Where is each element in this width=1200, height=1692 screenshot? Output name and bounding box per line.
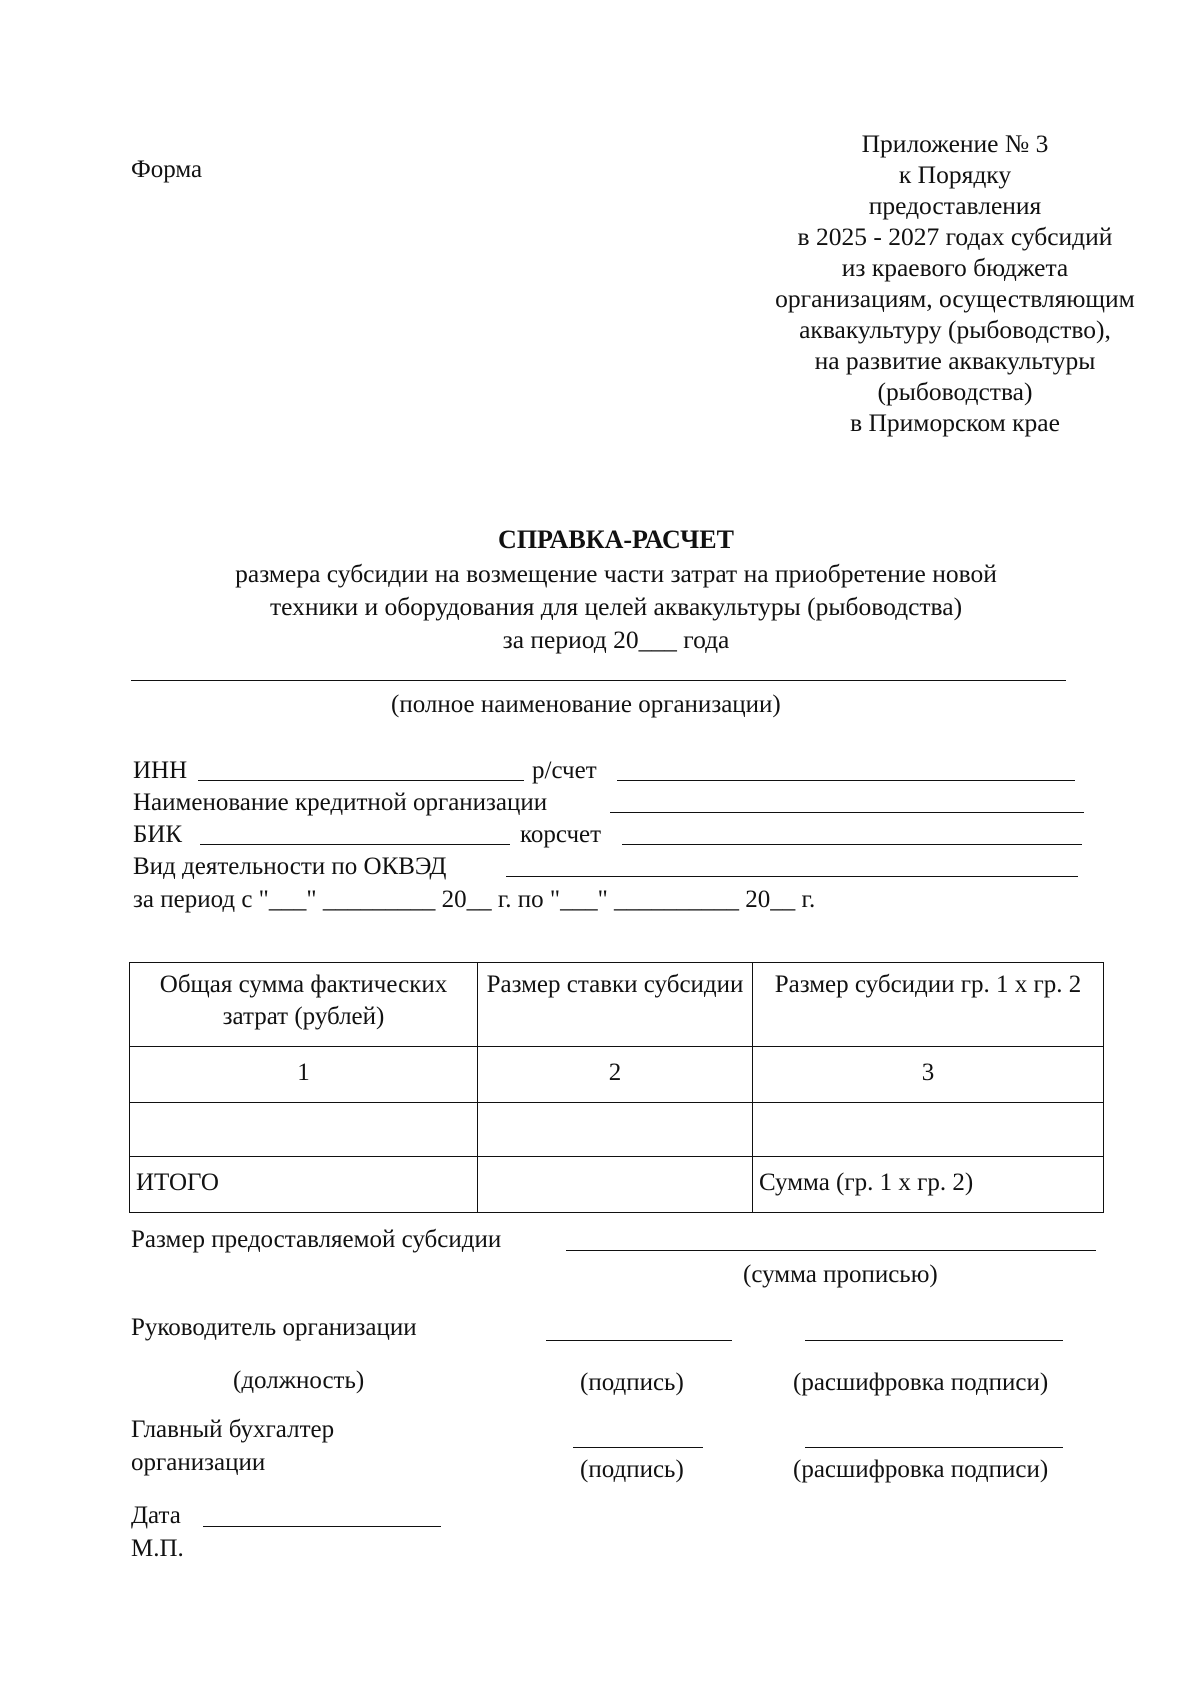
table-number-cell: 3 [753,1047,1104,1103]
appendix-block [700,128,1200,438]
signature-caption: (подпись) [580,1369,684,1396]
subsidy-table [129,962,1104,1213]
okved-field[interactable] [506,876,1078,877]
appendix-line: на развитие аквакультуры [814,346,1096,375]
period-line[interactable]: за период с "___" _________ 20__ г. по "___" __________ 20__ г. [133,886,816,913]
table-header-row [130,963,1104,1047]
subtitle-line-1: размера субсидии на возмещение части затрат на приобретение новой [235,559,997,588]
head-signature-field[interactable] [546,1340,732,1341]
table-cell[interactable] [130,1103,478,1157]
seal-label: М.П. [131,1535,184,1562]
head-label: Руководитель организации [131,1314,417,1341]
org-name-line[interactable] [131,680,1066,681]
subsidy-amount-label: Размер предоставляемой субсидии [131,1226,502,1253]
table-number-cell: 2 [478,1047,753,1103]
date-field[interactable] [203,1526,441,1527]
position-caption: (должность) [233,1367,365,1394]
bik-label: БИК [133,821,183,848]
org-name-caption: (полное наименование организации) [391,691,781,718]
bank-field[interactable] [610,812,1084,813]
table-cell[interactable] [478,1103,753,1157]
decode-caption: (расшифровка подписи) [793,1369,1049,1396]
accountant-label-line-2: организации [131,1449,266,1476]
head-decode-field[interactable] [805,1340,1063,1341]
subtitle-line-2: техники и оборудования для целей аквакультуры (рыбоводства) [269,592,963,621]
accountant-decode-field[interactable] [805,1447,1063,1448]
appendix-line: в 2025 - 2027 годах субсидий [797,222,1113,251]
account-label: р/счет [532,757,597,784]
appendix-line: (рыбоводства) [877,377,1033,406]
bank-label: Наименование кредитной организации [133,789,548,816]
signature-caption: (подпись) [580,1456,684,1483]
form-label: Форма [131,156,203,183]
table-header-cell: Общая сумма фактических затрат (рублей) [130,963,478,1047]
document-title: СПРАВКА-РАСЧЕТ [498,525,734,554]
corr-field[interactable] [622,844,1082,845]
corr-label: корсчет [520,821,602,848]
okved-label: Вид деятельности по ОКВЭД [133,853,447,880]
total-sum-cell: Сумма (гр. 1 х гр. 2) [753,1157,1104,1213]
total-middle-cell[interactable] [478,1157,753,1213]
appendix-line: предоставления [868,191,1042,220]
table-cell[interactable] [753,1103,1104,1157]
table-header-cell: Размер субсидии гр. 1 х гр. 2 [753,963,1104,1047]
appendix-line: организациям, осуществляющим [775,284,1135,313]
table-header-cell: Размер ставки субсидии [478,963,753,1047]
appendix-line: аквакультуру (рыбоводство), [799,315,1111,344]
table-number-row [130,1047,1104,1103]
inn-field[interactable] [198,780,524,781]
appendix-line: в Приморском крае [850,408,1060,437]
total-label: ИТОГО [130,1157,478,1213]
table-total-row [130,1157,1104,1213]
appendix-line: к Порядку [898,160,1012,189]
bik-field[interactable] [200,844,510,845]
subtitle-period: за период 20___ года [502,625,730,654]
appendix-line: из краевого бюджета [841,253,1069,282]
inn-label: ИНН [133,757,188,784]
account-field[interactable] [617,780,1075,781]
subsidy-amount-caption: (сумма прописью) [743,1261,938,1288]
table-number-cell: 1 [130,1047,478,1103]
accountant-signature-field[interactable] [573,1447,703,1448]
date-label: Дата [131,1502,181,1529]
subsidy-amount-field[interactable] [566,1250,1096,1251]
accountant-label-line-1: Главный бухгалтер [131,1416,335,1443]
table-row[interactable] [130,1103,1104,1157]
appendix-line: Приложение № 3 [861,129,1049,158]
decode-caption: (расшифровка подписи) [793,1456,1049,1483]
